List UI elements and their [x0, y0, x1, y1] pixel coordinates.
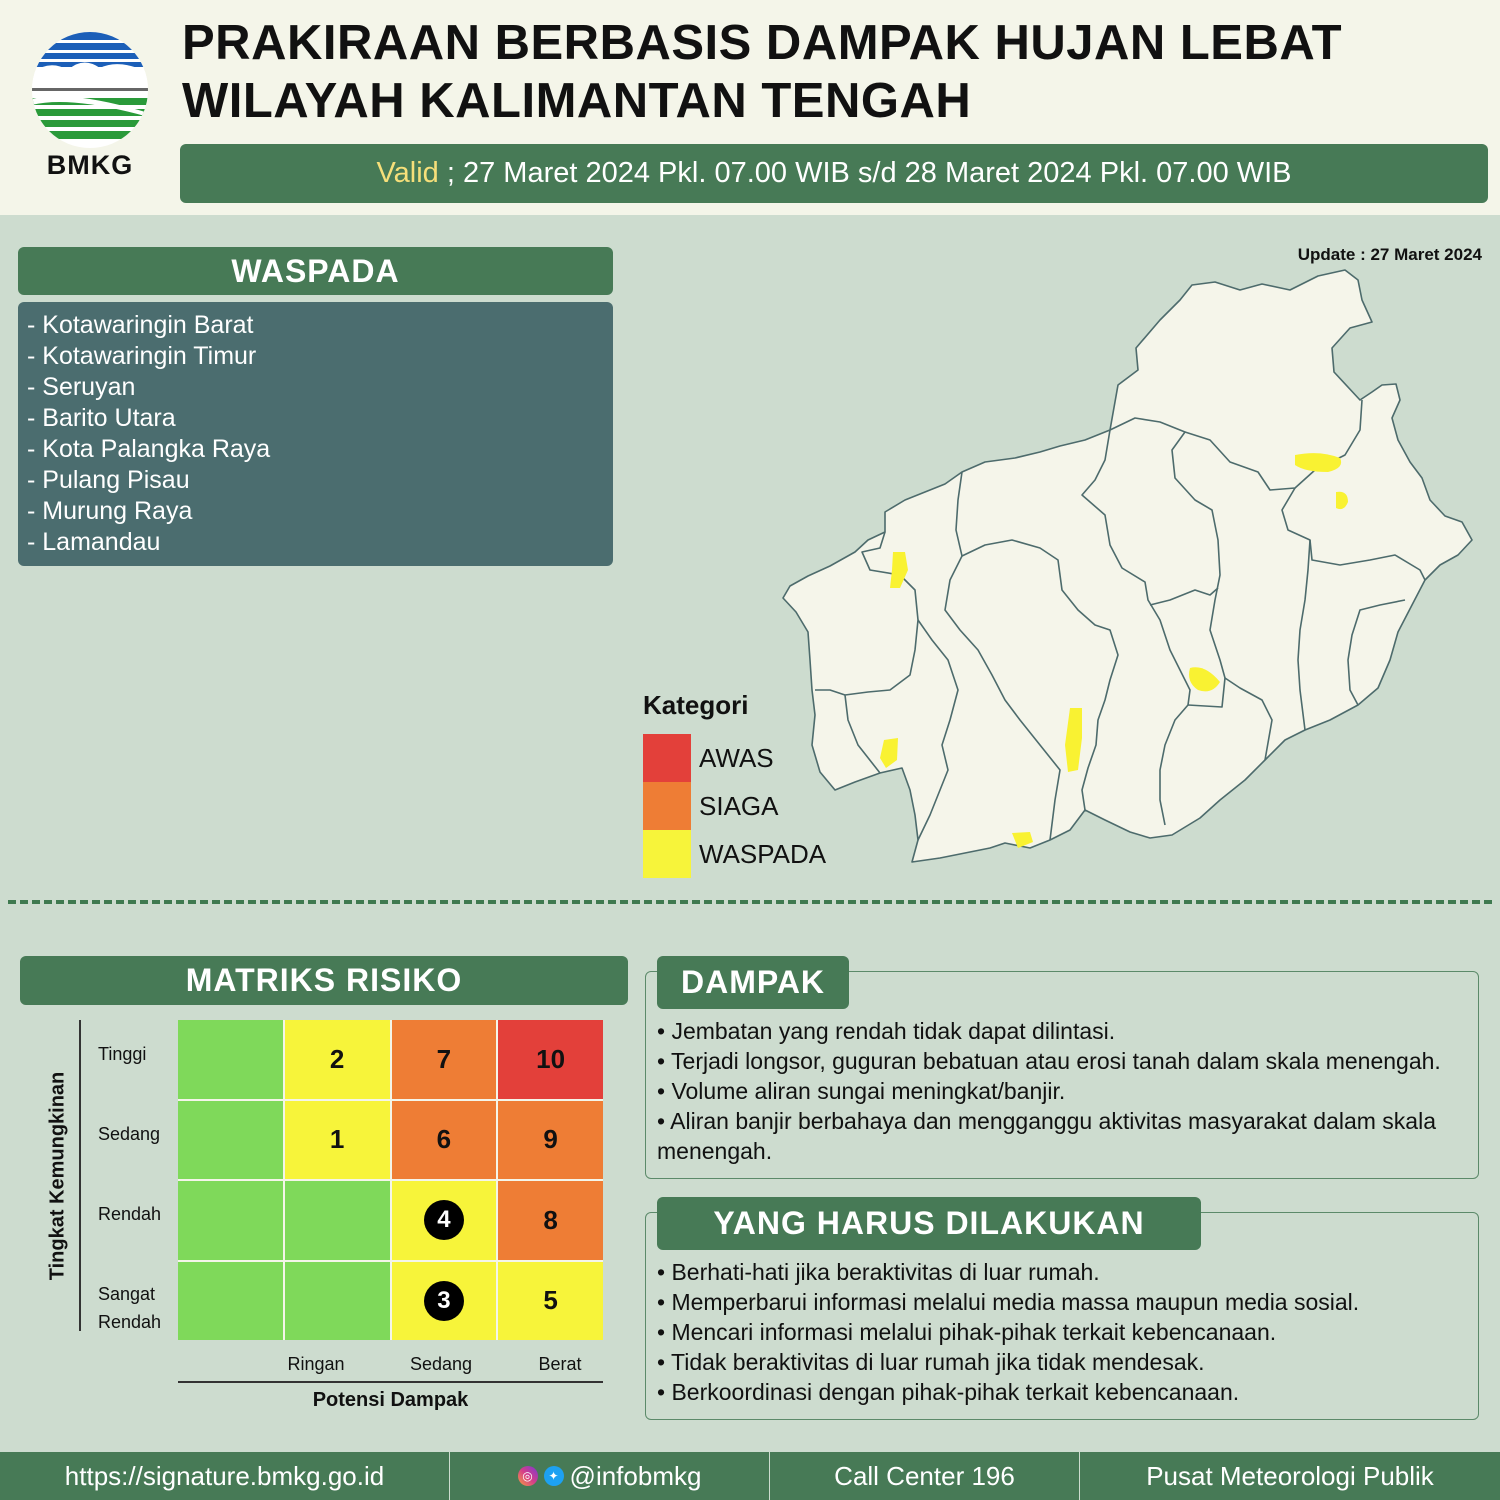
legend-item-waspada — [643, 830, 826, 878]
legend-title: Kategori — [643, 690, 749, 720]
legend-item-siaga — [643, 782, 826, 830]
tindakan-item: • Mencari informasi melalui pihak-pihak terkait kebencanaan. — [657, 1319, 1277, 1345]
tindakan-list — [657, 1257, 1472, 1407]
x-axis-line — [178, 1381, 603, 1383]
legend-swatch — [643, 782, 691, 830]
region-item: - Lamandau — [27, 528, 161, 556]
matrix-cell — [498, 1020, 603, 1099]
row-label-sangat-rendah: Sangat Rendah — [98, 1284, 162, 1332]
footer-call-center — [770, 1452, 1080, 1500]
page-title — [182, 14, 1342, 130]
dampak-item: • Volume aliran sungai meningkat/banjir. — [657, 1078, 1066, 1104]
social-handle[interactable]: @infobmkg — [569, 1460, 702, 1491]
matrix-cell — [178, 1262, 283, 1341]
tindakan-item: • Berkoordinasi dengan pihak-pihak terkait kebencanaan. — [657, 1379, 1240, 1405]
legend-label: WASPADA — [699, 838, 827, 869]
matrix-cell-value: 4 — [424, 1200, 464, 1240]
matrix-cell-value: 10 — [536, 1043, 566, 1074]
legend-item-awas — [643, 734, 826, 782]
valid-period: ; 27 Maret 2024 Pkl. 07.00 WIB s/d 28 Maret 2024 Pkl. 07.00 WIB — [438, 157, 1292, 189]
matrix-cell — [392, 1101, 497, 1180]
region-item: - Murung Raya — [27, 497, 193, 525]
matrix-heading: MATRIKS RISIKO — [20, 956, 628, 1005]
footer — [0, 1452, 1500, 1500]
dampak-item: • Jembatan yang rendah tidak dapat dilintasi. — [657, 1018, 1116, 1044]
matrix-cell-value: 9 — [543, 1124, 558, 1155]
matrix-cell-value: 1 — [329, 1124, 345, 1155]
row-label-rendah: Rendah — [98, 1204, 162, 1224]
bmkg-logo — [28, 28, 152, 188]
matrix-cell — [498, 1262, 603, 1341]
section-divider — [8, 900, 1492, 904]
tindakan-item: • Berhati-hati jika beraktivitas di luar rumah. — [657, 1259, 1100, 1285]
tindakan-item: • Memperbarui informasi melalui media massa maupun media sosial. — [657, 1289, 1360, 1315]
header — [0, 0, 1500, 215]
matrix-cell-value: 8 — [543, 1204, 558, 1235]
website-link[interactable]: https://signature.bmkg.go.id — [64, 1460, 385, 1491]
col-label-ringan: Ringan — [287, 1354, 345, 1374]
logo-text: BMKG — [46, 150, 134, 180]
row-label-sedang: Sedang — [98, 1124, 161, 1144]
matrix-cell — [285, 1181, 390, 1260]
matrix-cell — [392, 1262, 497, 1341]
col-label-sedang: Sedang — [409, 1354, 473, 1374]
bmkg-logo-icon — [28, 28, 152, 148]
legend-swatch — [643, 830, 691, 878]
risk-matrix-grid — [178, 1020, 603, 1340]
region-item: - Kotawaringin Barat — [27, 311, 254, 339]
matrix-cell — [178, 1181, 283, 1260]
matrix-cell — [498, 1181, 603, 1260]
tindakan-heading: YANG HARUS DILAKUKAN — [657, 1197, 1201, 1250]
matrix-cell — [392, 1181, 497, 1260]
matrix-cell — [178, 1020, 283, 1099]
region-item: - Pulang Pisau — [27, 466, 190, 494]
title-line-2: WILAYAH KALIMANTAN TENGAH — [182, 74, 972, 128]
dampak-item: • Terjadi longsor, guguran bebatuan atau erosi tanah dalam skala menengah. — [657, 1048, 1441, 1074]
title-line-1: PRAKIRAAN BERBASIS DAMPAK HUJAN LEBAT — [182, 16, 1343, 70]
legend — [643, 734, 826, 878]
legend-label: AWAS — [699, 742, 774, 773]
region-item: - Seruyan — [27, 373, 136, 401]
legend-label: SIAGA — [699, 790, 779, 821]
kalimantan-tengah-map — [760, 265, 1480, 870]
map-outline — [783, 270, 1472, 862]
dampak-list — [657, 1016, 1472, 1166]
matrix-cell — [392, 1020, 497, 1099]
matrix-cell-value: 6 — [436, 1124, 452, 1155]
matrix-cell — [285, 1101, 390, 1180]
y-axis-title: Tingkat Kemungkinan — [46, 1071, 69, 1281]
region-item: - Kotawaringin Timur — [27, 342, 257, 370]
twitter-icon: ✦ — [544, 1466, 564, 1486]
instagram-icon: ◎ — [518, 1466, 538, 1486]
dampak-item: • Aliran banjir berbahaya dan mengganggu aktivitas masyarakat dalam skala menengah. — [657, 1108, 1437, 1164]
footer-social[interactable] — [450, 1452, 770, 1500]
matrix-cell — [178, 1101, 283, 1180]
footer-org — [1080, 1452, 1500, 1500]
matrix-cell-value: 3 — [424, 1281, 464, 1321]
y-axis-line — [79, 1020, 81, 1331]
waspada-heading: WASPADA — [18, 247, 613, 295]
org-name: Pusat Meteorologi Publik — [1146, 1460, 1434, 1491]
matrix-cell — [285, 1262, 390, 1341]
dampak-heading: DAMPAK — [657, 956, 849, 1009]
footer-website[interactable] — [0, 1452, 450, 1500]
region-item: - Barito Utara — [27, 404, 176, 432]
valid-label: Valid — [376, 157, 439, 189]
call-center-text: Call Center 196 — [834, 1460, 1015, 1491]
matrix-cell — [285, 1020, 390, 1099]
matrix-cell-value: 2 — [329, 1043, 345, 1074]
tindakan-item: • Tidak beraktivitas di luar rumah jika tidak mendesak. — [657, 1349, 1205, 1375]
matrix-cell-value: 5 — [543, 1285, 558, 1316]
matrix-cell — [498, 1101, 603, 1180]
col-label-berat: Berat — [538, 1354, 582, 1374]
waspada-region-list — [18, 302, 613, 566]
row-label-tinggi: Tinggi — [98, 1044, 147, 1064]
x-axis-title: Potensi Dampak — [312, 1389, 469, 1411]
matrix-cell-value: 7 — [436, 1043, 452, 1074]
validity-bar — [180, 144, 1488, 203]
legend-swatch — [643, 734, 691, 782]
region-item: - Kota Palangka Raya — [27, 435, 271, 463]
update-date: Update : 27 Maret 2024 — [1297, 245, 1482, 264]
